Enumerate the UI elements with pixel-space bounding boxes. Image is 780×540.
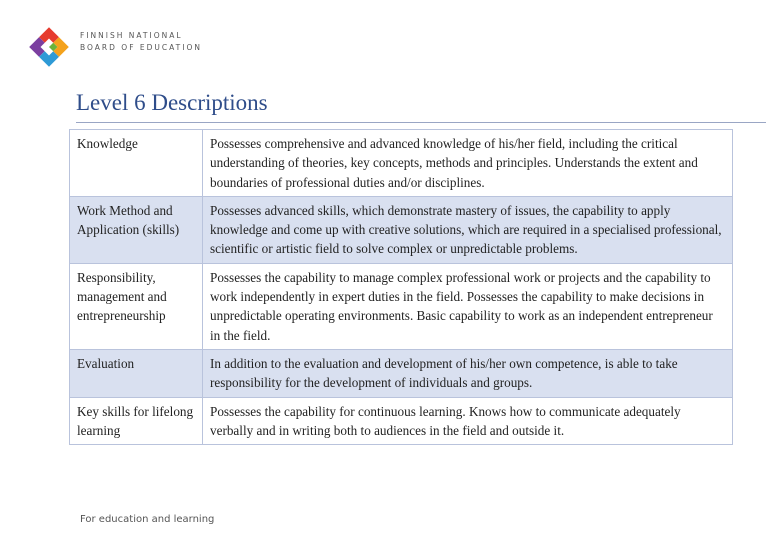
- row-description: Possesses comprehensive and advanced knowledge of his/her field, including the critical understanding of theories, key concepts, methods and principles. Understands the extent and boundaries of professional duties and/or disciplines.: [203, 130, 733, 197]
- row-description: Possesses advanced skills, which demonstrate mastery of issues, the capability to apply knowledge and come up with creative solutions, which are required in a specialised professional, scientific or artistic field to solve complex or unpredictable problems.: [203, 196, 733, 263]
- title-divider: [76, 122, 766, 123]
- table-row: [70, 263, 733, 349]
- table-row: [70, 397, 733, 445]
- org-line-1: FINNISH NATIONAL: [80, 31, 183, 40]
- row-label: Responsibility, management and entrepreneurship: [70, 263, 203, 349]
- table-row: [70, 130, 733, 197]
- page-title: Level 6 Descriptions: [76, 90, 268, 115]
- table-row: [70, 349, 733, 397]
- table-row: [70, 196, 733, 263]
- board-logo-icon: [26, 24, 72, 70]
- row-description: In addition to the evaluation and development of his/her own competence, is able to take responsibility for the development of individuals and groups.: [203, 349, 733, 397]
- footer-tagline: For education and learning: [80, 514, 215, 525]
- level-descriptions-table: [69, 129, 733, 445]
- row-label: Key skills for lifelong learning: [70, 397, 203, 445]
- row-description: Possesses the capability to manage complex professional work or projects and the capability to work independently in expert duties in the field. Possesses the capability to make decisions in unpredictable operating environments. Basic capability to work as an independent entrepreneur in the field.: [203, 263, 733, 349]
- organization-name: [80, 30, 202, 54]
- row-label: Evaluation: [70, 349, 203, 397]
- row-label: Work Method and Application (skills): [70, 196, 203, 263]
- row-label: Knowledge: [70, 130, 203, 197]
- org-line-2: BOARD OF EDUCATION: [80, 43, 202, 52]
- row-description: Possesses the capability for continuous learning. Knows how to communicate adequately verbally and in writing both to audiences in the field and outside it.: [203, 397, 733, 445]
